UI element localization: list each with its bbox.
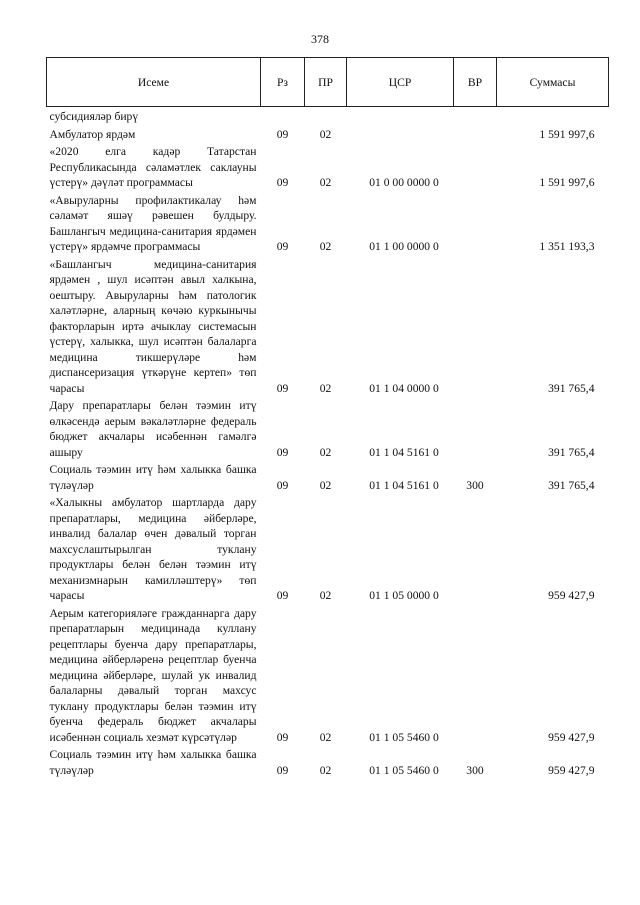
row-pr: 02 — [319, 589, 332, 602]
row-csr: 01 1 00 0000 0 — [369, 240, 439, 253]
header-sum: Суммасы — [497, 58, 609, 107]
header-pr: ПР — [305, 58, 347, 107]
row-csr: 01 1 04 0000 0 — [369, 381, 439, 395]
row-csr — [347, 125, 454, 143]
row-sum: 1 351 193,3 — [539, 240, 595, 253]
row-rz: 09 — [276, 589, 289, 602]
row-csr: 01 1 04 5161 0 — [369, 478, 439, 492]
table-row — [47, 142, 609, 191]
page-number: 378 — [311, 32, 329, 46]
row-sum: 959 427,9 — [548, 763, 595, 777]
row-name: «Халыкны амбулатор шартларда дару препаратлары, медицина әйберләре, инвалид балалар өчен дәвалый торган махсуслаштырылган туклану продуктлары белән белән тәэмин итү механизмнарын камилләштерү» төп чарасы — [49, 496, 257, 602]
row-name: Амбулатор ярдәм — [49, 127, 136, 141]
row-vr — [454, 125, 497, 143]
row-sum: 959 427,9 — [548, 589, 595, 602]
header-csr: ЦСР — [347, 58, 454, 107]
row-pr: 02 — [319, 127, 332, 141]
table-row — [47, 191, 609, 255]
row-sum: 1 591 997,6 — [539, 127, 595, 141]
table-row — [47, 396, 609, 460]
row-pr: 02 — [319, 478, 332, 492]
row-name: Социаль тәэмин итү һәм халыкка башка түләүләр — [49, 463, 257, 492]
row-pr — [305, 107, 347, 125]
table-body — [47, 107, 609, 779]
table-row — [47, 493, 609, 604]
row-rz: 09 — [276, 478, 289, 492]
row-csr: 01 1 05 5460 0 — [369, 730, 439, 744]
row-rz: 09 — [276, 763, 289, 777]
row-vr — [454, 493, 497, 604]
row-vr: 300 — [466, 763, 484, 777]
row-sum: 391 765,4 — [548, 478, 595, 492]
header-name: Исеме — [47, 58, 261, 107]
row-rz — [261, 107, 305, 125]
row-sum: 391 765,4 — [548, 381, 595, 395]
row-vr: 300 — [466, 478, 484, 492]
row-rz: 09 — [276, 176, 289, 189]
header-vr: ВР — [454, 58, 497, 107]
table-row — [47, 125, 609, 143]
row-name: «2020 елга кадәр Татарстан Республикасында сәламәтлек саклауны үстерү» дәүләт программасы — [49, 145, 257, 189]
row-name: Дару препаратлары белән тәэмин итү өлкәсендә аерым вәкаләтләрне федераль бюджет акчалары исәбеннән гамәлгә ашыру — [49, 399, 257, 459]
row-vr — [454, 107, 497, 125]
row-rz: 09 — [276, 240, 289, 253]
row-rz: 09 — [276, 127, 289, 141]
row-vr — [454, 142, 497, 191]
row-name: «Авыруларны профилактикалау һәм сәламәт яшәү рәвешен булдыру. Башлангыч медицина-санитария ярдәмен үстерү» ярдәмче программасы — [49, 193, 257, 253]
row-sum: 959 427,9 — [548, 730, 595, 744]
row-rz: 09 — [276, 445, 289, 459]
row-vr — [454, 396, 497, 460]
row-vr — [454, 191, 497, 255]
row-pr: 02 — [319, 176, 332, 189]
row-vr — [454, 255, 497, 397]
row-pr: 02 — [319, 381, 332, 395]
row-name: субсидияләр бирү — [49, 110, 139, 123]
row-csr — [347, 107, 454, 125]
row-csr: 01 1 04 5161 0 — [369, 445, 439, 459]
row-sum: 391 765,4 — [548, 445, 595, 459]
row-rz: 09 — [276, 730, 289, 744]
table-row — [47, 460, 609, 493]
table-row — [47, 745, 609, 778]
row-csr: 01 0 00 0000 0 — [369, 176, 439, 189]
row-sum — [497, 107, 609, 125]
row-pr: 02 — [319, 445, 332, 459]
row-pr: 02 — [319, 730, 332, 744]
row-name: Социаль тәэмин итү һәм халыкка башка түләүләр — [49, 748, 257, 777]
table-row — [47, 255, 609, 397]
row-csr: 01 1 05 0000 0 — [369, 589, 439, 602]
row-name: Аерым категорияләге гражданнарга дару препаратларын медицинада куллану рецептлары буенча дару препаратлары, медицина әйберләренә рецептлар буенча медицина әйберләре, шулай ук инвалид балаларны дәвалый торган махсус туклану продуктлары белән тәэмин итү буенча федераль бюджет акчалары исәбеннән социаль хезмәт күрсәтүләр — [49, 606, 257, 744]
table-row — [47, 107, 609, 125]
row-vr — [454, 604, 497, 746]
row-rz: 09 — [276, 381, 289, 395]
table-header — [47, 58, 609, 107]
row-sum: 1 591 997,6 — [539, 176, 595, 189]
row-name: «Башлангыч медицина-санитария ярдәмен , шул исәптән авыл халкына, оештыру. Авыруларны һәм патологик халәтләрне, аларның көчәю куркынычы факторларын иртә ачыклау системасын үстерү, халыкка, шул исәптән балаларга медицина тикшерүләре һәм диспансеризация үткәрүне кертеп» төп чарасы — [49, 257, 257, 395]
header-row — [47, 58, 609, 107]
budget-table — [46, 57, 609, 778]
header-rz: Рз — [261, 58, 305, 107]
row-pr: 02 — [319, 763, 332, 777]
row-pr: 02 — [319, 240, 332, 253]
row-csr: 01 1 05 5460 0 — [369, 763, 439, 777]
table-row — [47, 604, 609, 746]
